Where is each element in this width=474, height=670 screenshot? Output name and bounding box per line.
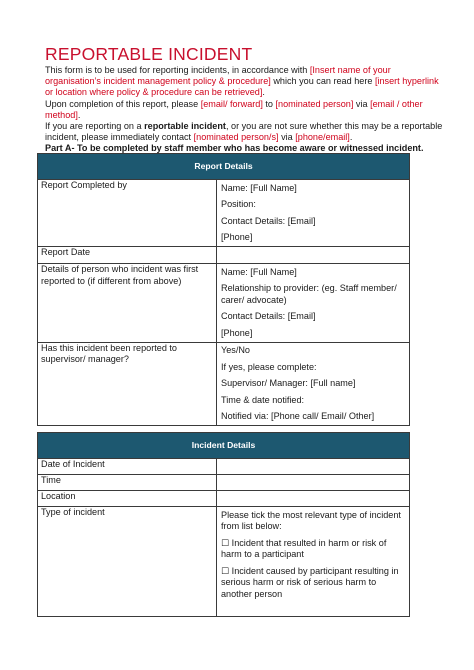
first-reported-name: Name: [Full Name] [221,266,297,277]
supervisor-time-date: Time & date notified: [221,394,305,405]
intro-text [45,65,443,155]
intro-text-span: which you can read here [270,76,375,87]
type-option-harm-to-participant[interactable]: ☐ Incident that resulted in harm or risk of harm to a participant [221,537,387,559]
completed-by-email: Contact Details: [Email] [221,215,316,226]
intro-paragraph-2 [45,99,443,121]
intro-text-span: This form is to be used for reporting incidents, in accordance with [45,65,310,75]
policy-link-placeholder: [insert hyperlink or location where policy & procedure can be retrieved] [45,76,439,98]
intro-text-span: Upon completion of this report, please [45,98,201,109]
phone-email-placeholder: [phone/email] [295,132,350,143]
date-of-incident-label: Date of Incident [38,459,217,475]
time-field[interactable] [217,475,410,491]
method-placeholder: [email / other method] [45,98,423,120]
completed-by-phone: [Phone] [221,232,253,242]
policy-placeholder: [Insert name of your organisation’s incident management policy & procedure] [45,65,391,87]
report-completed-by-field[interactable] [217,180,410,247]
intro-paragraph-3 [45,121,443,143]
supervisor-notified-via: Notified via: [Phone call/ Email/ Other] [221,411,375,421]
intro-text-span: . [262,87,265,98]
incident-details-table [37,432,410,617]
intro-text-span: via [278,132,296,143]
supervisor-yes-no: Yes/No [221,345,250,355]
first-reported-email: Contact Details: [Email] [221,311,316,321]
time-label: Time [38,475,217,491]
reportable-incident-emphasis: reportable incident [144,121,226,132]
date-of-incident-field[interactable] [217,459,410,475]
intro-text-span: , or you are not sure whether this may be a reportable incident, please immediately contact [45,121,443,143]
nominated-person-placeholder: [nominated person] [275,98,354,109]
intro-text-span: to [262,98,276,109]
type-instructions: Please tick the most relevant type of incident from list below: [221,509,401,531]
supervisor-reported-label: Has this incident been reported to supervisor/ manager? [38,342,217,426]
report-details-table [37,153,410,426]
location-label: Location [38,491,217,507]
report-details-header: Report Details [38,154,410,180]
report-completed-by-label: Report Completed by [38,180,217,247]
intro-text-span: . [77,109,81,120]
intro-text-span: If you are reporting on a [45,121,145,132]
completed-by-position: Position: [221,199,256,209]
first-reported-to-field[interactable] [217,264,410,343]
report-date-label: Report Date [38,247,217,264]
page-title: REPORTABLE INCIDENT [45,44,253,64]
email-forward-placeholder: [email/ forward] [200,98,263,109]
incident-details-header: Incident Details [38,433,410,459]
supervisor-reported-field[interactable] [217,342,410,426]
first-reported-to-label: Details of person who incident was first reported to (if different from above) [38,264,217,343]
intro-paragraph-1 [45,65,443,99]
first-reported-relationship: Relationship to provider: (eg. Staff member/ carer/ advocate) [221,283,397,305]
supervisor-name: Supervisor/ Manager: [Full name] [221,378,356,388]
type-of-incident-label: Type of incident [38,507,217,617]
report-date-field[interactable] [217,247,410,264]
first-reported-phone: [Phone] [221,327,253,338]
type-option-caused-by-participant[interactable]: ☐ Incident caused by participant resulting in serious harm or risk of serious harm to another person [221,565,399,599]
supervisor-if-yes: If yes, please complete: [221,361,317,372]
intro-text-span: . [349,132,353,143]
completed-by-name: Name: [Full Name] [221,182,297,193]
part-a-heading: Part A- To be completed by staff member who has become aware or witnessed incident. [45,143,424,154]
type-of-incident-field[interactable] [217,507,410,617]
intro-text-span: via [353,98,371,109]
location-field[interactable] [217,491,410,507]
nominated-persons-placeholder: [nominated person/s] [193,132,279,143]
